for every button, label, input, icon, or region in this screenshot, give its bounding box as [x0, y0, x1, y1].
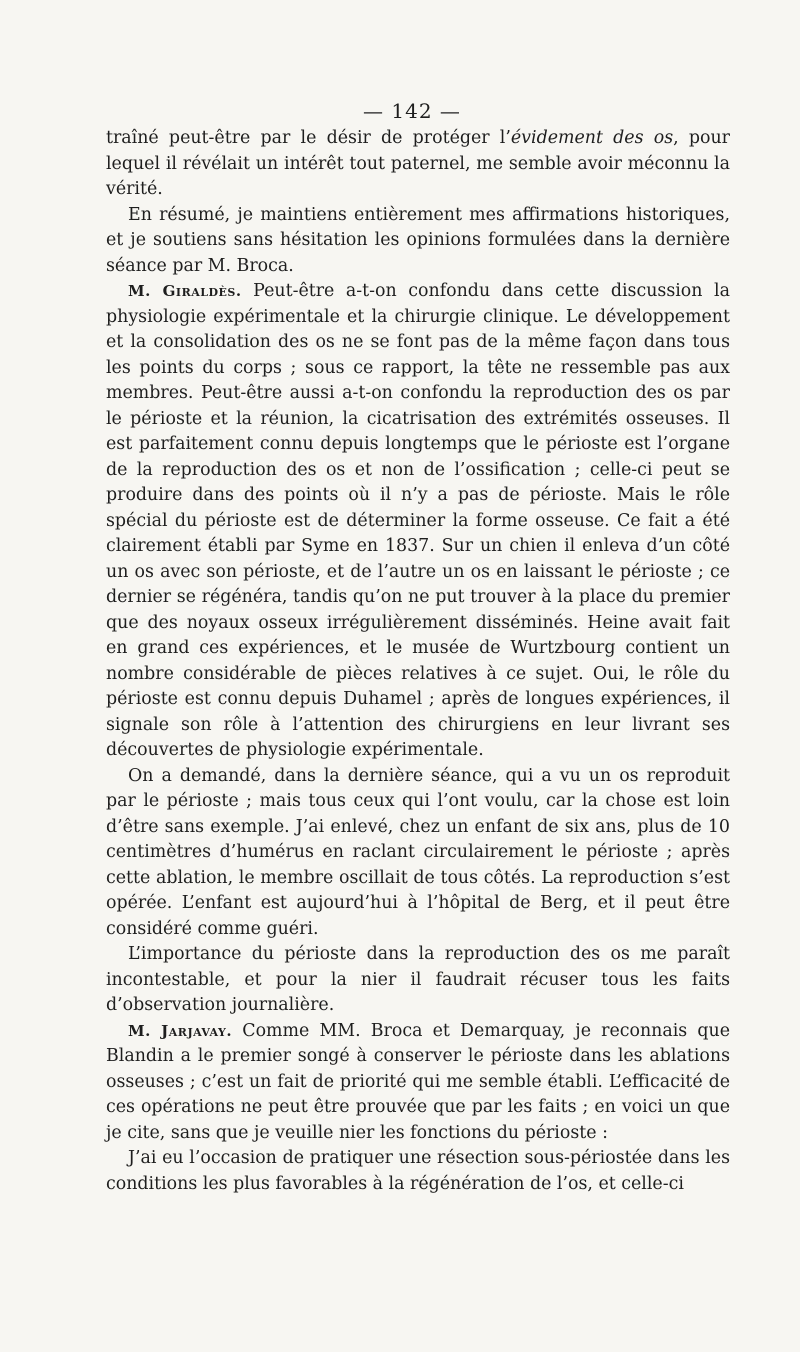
paragraph-2: En résumé, je maintiens entièrement mes affirmations historiques, et je soutiens sans hésitation les opinions formulées dans la dernière séance par M. Broca. — [106, 204, 730, 276]
page-body — [106, 126, 730, 1197]
speaker-name: M. Giraldès. — [128, 282, 242, 300]
paragraph-4: On a demandé, dans la dernière séance, qui a vu un os reproduit par le périoste ; mais tous ceux qui l’ont voulu, car la chose est loin d’être sans exemple. J’ai enlevé, chez un enfant de six ans, plus de 10 centimètres d’humérus en raclant circulairement le périoste ; après cette ablation, le membre oscillait de tous côtés. La reproduction s’est opérée. L’enfant est aujourd’hui à l’hôpital de Berg, et il peut être considéré comme guéri. — [106, 765, 730, 939]
paragraph-7: J’ai eu l’occasion de pratiquer une résection sous-périostée dans les conditions les plus favorables à la régénération de l’os, et celle-ci — [106, 1148, 730, 1194]
paragraph-6-text: Comme MM. Broca et Demarquay, je reconnais que Blandin a le premier songé à conserver le périoste dans les ablations osseuses ; c’est un fait de priorité qui me semble établi. L’efficacité de ces opérations ne peut être prouvée que par les faits ; en voici un que je cite, sans que je veuille nier les fonctions du périoste : — [106, 1020, 730, 1143]
paragraph-3 — [106, 279, 730, 764]
paragraph-6 — [106, 1019, 730, 1147]
italic-term: évidement des os — [510, 128, 674, 148]
paragraph-1 — [106, 126, 730, 203]
page-number: — 142 — — [363, 99, 461, 123]
paragraph-5: L’importance du périoste dans la reproduction des os me paraît incontestable, et pour la nier il faudrait récuser tous les faits d’observation journalière. — [106, 944, 730, 1015]
paragraph-1-text-start: traîné peut-être par le désir de protéger l’ — [106, 128, 511, 148]
speaker-name: M. Jarjavay. — [128, 1021, 233, 1040]
paragraph-1-text-end: , pour lequel il révélait un intérêt tout paternel, me semble avoir méconnu la vérité. — [106, 128, 730, 199]
paragraph-3-text: Peut-être a-t-on confondu dans cette discussion la physiologie expérimentale et la chirurgie clinique. Le développement et la consolidation des os ne se font pas de la même façon dans tous les points du corps ; sous ce rapport, la tête ne ressemble pas aux membres. Peut-être aussi a-t-on confondu la reproduction des os par le périoste et la réunion, la cicatrisation des extrémités osseuses. Il est parfaitement connu depuis longtemps que le périoste est l’organe de la reproduction des os et non de l’ossification ; celle-ci peut se produire dans des points où il n’y a pas de périoste. Mais le rôle spécial du périoste est de déterminer la forme osseuse. Ce fait a été clairement établi par Syme en 1837. Sur un chien il enleva d’un côté un os avec son périoste, et de l’autre un os en laissant le périoste ; ce dernier se régénéra, tandis qu’on ne put trouver à la place du premier que des noyaux osseux irrégulièrement disséminés. Heine avait fait en grand ces expériences, et le musée de Wurtzbourg contient un nombre considérable de pièces relatives à ce sujet. Oui, le rôle du périoste est connu depuis Duhamel ; après de longues expériences, il signale son rôle à l’attention des chirurgiens en leur livrant ses découvertes de physiologie expérimentale. — [106, 281, 730, 760]
